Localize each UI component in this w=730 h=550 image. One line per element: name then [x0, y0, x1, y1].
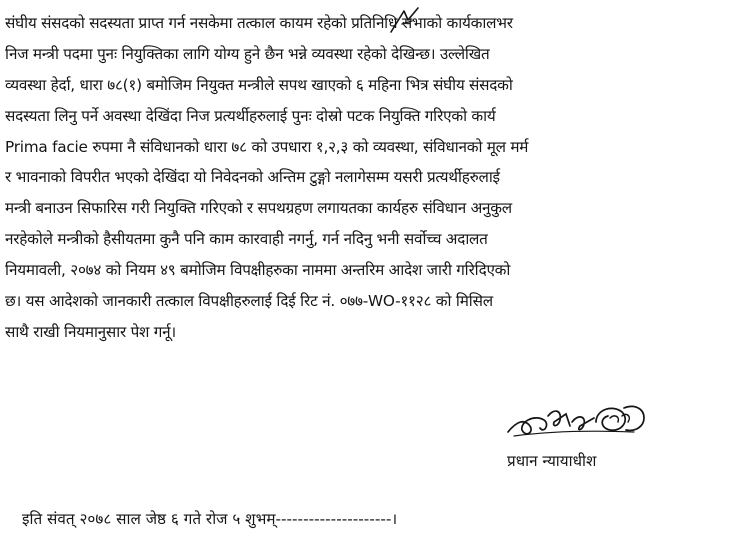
order-text-line-8: नरहेकोले मन्त्रीको हैसीयतमा कुनै पनि काम कारवाही नगर्नु, गर्न नदिनु भनी सर्वोच्च अदालत	[5, 230, 488, 248]
order-text-line-3: व्यवस्था हेर्दा, धारा ७८(१) बमोजिम नियुक्त मन्त्रीले सपथ खाएको ६ महिना भित्र संघीय संसदको	[5, 76, 513, 94]
order-text-line-1: संघीय संसदको सदस्यता प्राप्त गर्न नसकेमा तत्काल कायम रहेको प्रतिनिधि सभाको कार्यकालभर	[5, 14, 513, 32]
chief-justice-signature	[504, 392, 664, 444]
order-text-line-2: निज मन्त्री पदमा पुनः नियुक्तिका लागि योग्य हुने छैन भन्ने व्यवस्था रहेको देखिन्छ। उल्लेखित	[5, 45, 490, 63]
signature-title: प्रधान न्यायाधीश	[507, 452, 597, 470]
date-footer: इति संवत् २०७८ साल जेष्ठ ६ गते रोज ५ शुभम्---------------------।	[22, 510, 398, 528]
order-text-line-6: र भावनाको विपरीत भएको देखिंदा यो निवेदनको अन्तिम टुङ्गो नलागेसम्म यसरी प्रत्यर्थीहरुलाई	[5, 168, 500, 186]
order-text-line-9: नियमावली, २०७४ को नियम ४९ बमोजिम विपक्षीहरुका नाममा अन्तरिम आदेश जारी गरिदिएको	[5, 261, 511, 279]
order-text-line-5: Prima facie रुपमा नै संविधानको धारा ७८ को उपधारा १,२,३ को व्यवस्था, संविधानको मूल मर्म	[5, 138, 529, 156]
handwritten-correction-mark	[388, 6, 422, 34]
order-text-line-7: मन्त्री बनाउन सिफारिस गरी नियुक्ति गरिएको र सपथग्रहण लगायतका कार्यहरु संविधान अनुकुल	[5, 199, 512, 217]
order-text-line-10: छ। यस आदेशको जानकारी तत्काल विपक्षीहरुलाई दिई रिट नं. ०७७-WO-११२८ को मिसिल	[5, 292, 493, 310]
order-text-line-4: सदस्यता लिनु पर्ने अवस्था देखिंदा निज प्रत्यर्थीहरुलाई पुनः दोस्रो पटक नियुक्ति गरिएको कार्य	[5, 107, 496, 125]
order-text-line-11: साथै राखी नियमानुसार पेश गर्नू।	[5, 323, 176, 341]
